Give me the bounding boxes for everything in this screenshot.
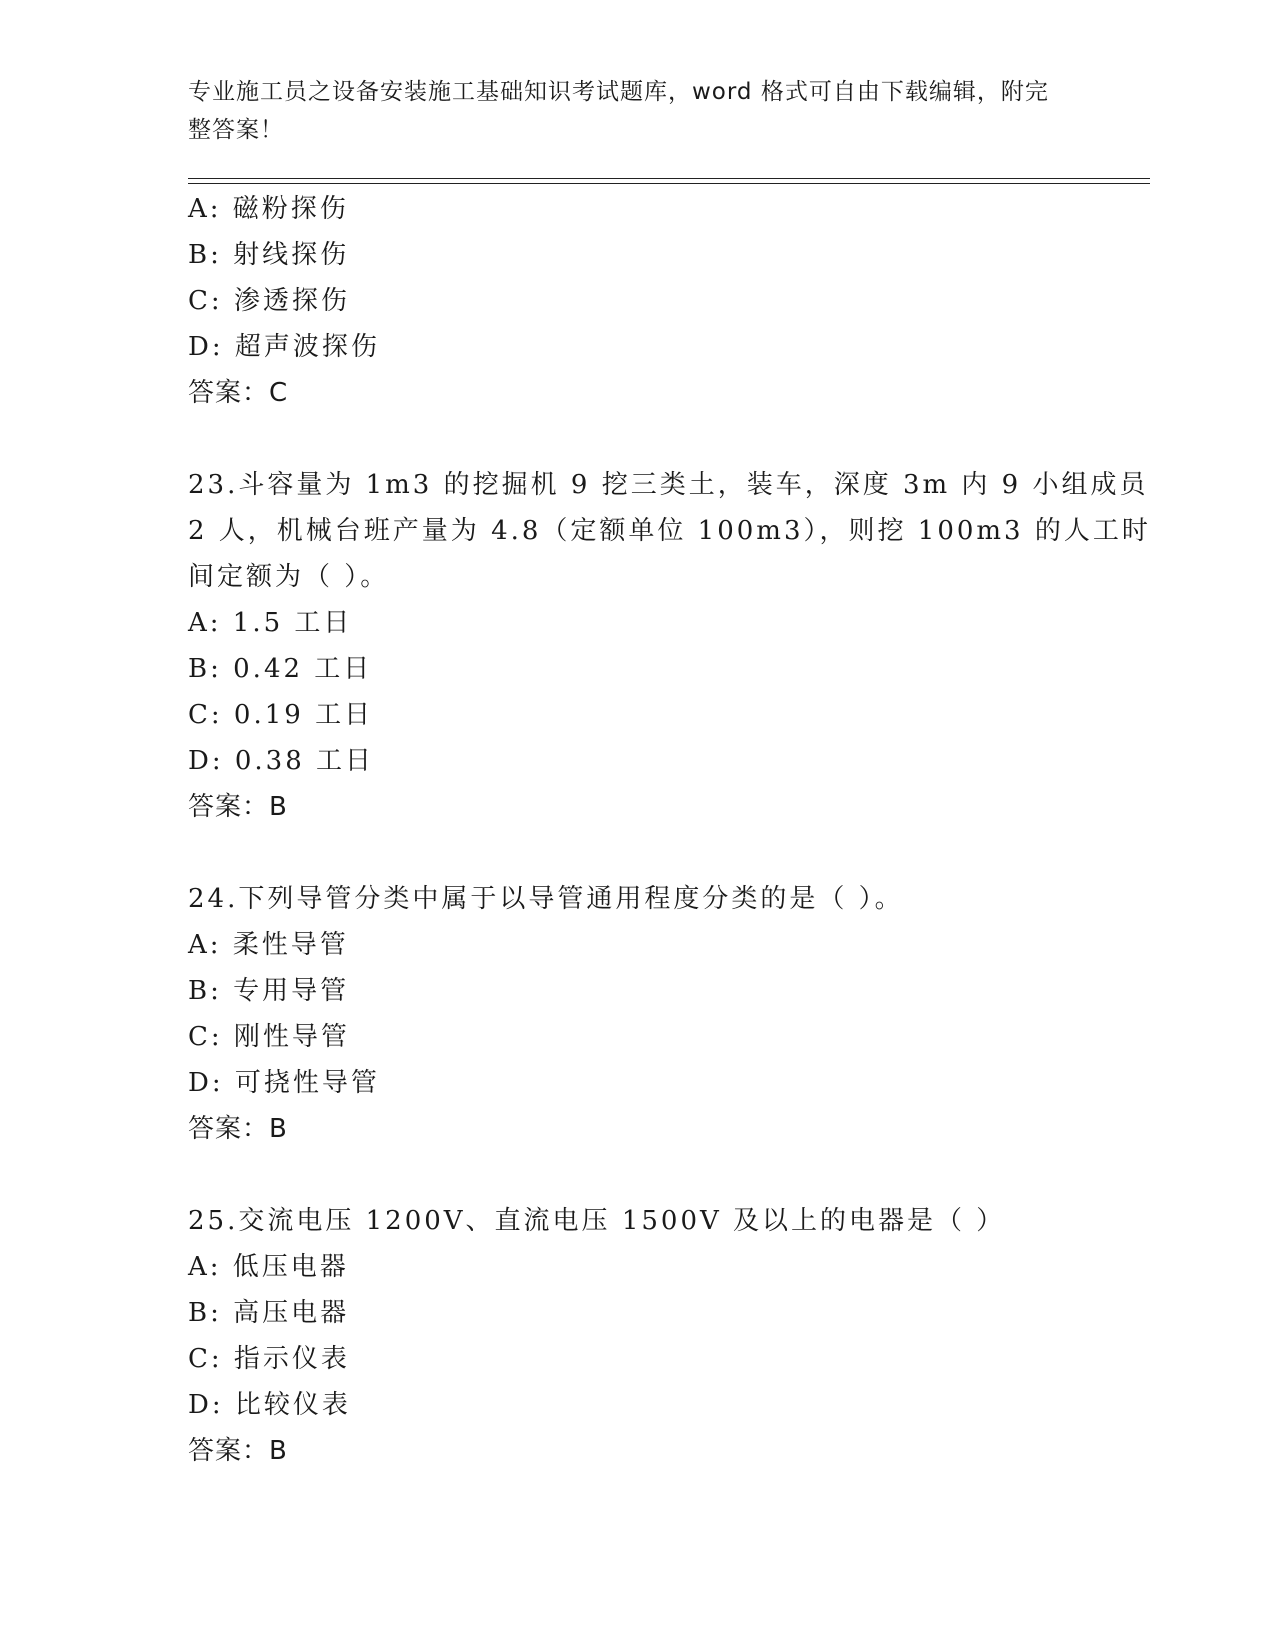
question-23 [188,462,1151,830]
option-b: B: 射线探伤 [188,240,350,270]
option-d: D: 比较仪表 [188,1390,351,1420]
header-line-2: 整答案！ [188,117,284,143]
header-line-1: 专业施工员之设备安装施工基础知识考试题库，word 格式可自由下载编辑，附完 [188,79,1049,105]
option-a: A: 柔性导管 [188,930,349,960]
option-a: A: 磁粉探伤 [188,194,349,224]
question-text-line: 25.交流电压 1200V、直流电压 1500V 及以上的电器是（ ） [188,1206,1006,1236]
question-text-line: 2 人，机械台班产量为 4.8（定额单位 100m3），则挖 100m3 的人工时 [188,516,1151,546]
question-block-continued [188,186,1088,416]
option-c: C: 指示仪表 [188,1344,350,1374]
option-b: B: 专用导管 [188,976,350,1006]
option-d: D: 可挠性导管 [188,1068,380,1098]
question-content [188,186,1151,1474]
option-c: C: 刚性导管 [188,1022,350,1052]
question-25 [188,1198,1088,1474]
question-24 [188,876,1088,1152]
option-b: B: 0.42 工日 [188,654,373,684]
option-b: B: 高压电器 [188,1298,350,1328]
answer-text: 答案：C [188,378,289,408]
option-c: C: 0.19 工日 [188,700,374,730]
option-a: A: 低压电器 [188,1252,349,1282]
option-c: C: 渗透探伤 [188,286,350,316]
answer-text: 答案：B [188,792,288,822]
option-a: A: 1.5 工日 [188,608,353,638]
header-divider-top [188,178,1150,179]
question-text-line: 24.下列导管分类中属于以导管通用程度分类的是（ ）。 [188,884,904,914]
answer-text: 答案：B [188,1114,288,1144]
answer-text: 答案：B [188,1436,288,1466]
question-text-line: 间定额为（ ）。 [188,562,390,592]
option-d: D: 超声波探伤 [188,332,380,362]
question-text-line: 23.斗容量为 1m3 的挖掘机 9 挖三类土，装车，深度 3m 内 9 小组成员 [188,470,1149,500]
header-divider-bottom [188,183,1150,184]
option-d: D: 0.38 工日 [188,746,375,776]
document-header [188,73,1068,149]
